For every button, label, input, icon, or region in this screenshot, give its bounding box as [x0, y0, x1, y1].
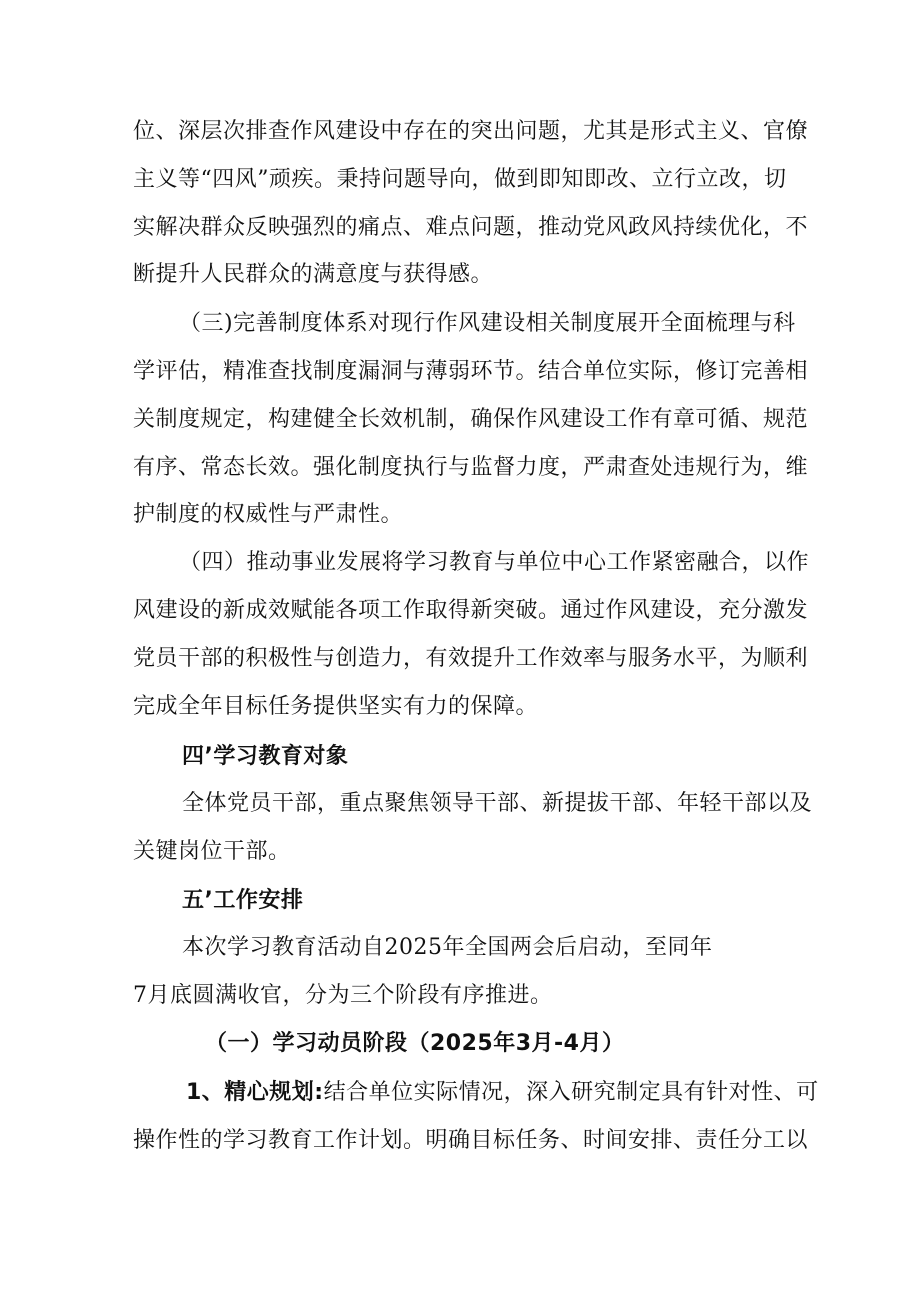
body-text-line: 断提升人民群众的满意度与获得感。	[133, 262, 494, 287]
body-text-line: 关制度规定，构建健全长效机制，确保作风建设工作有章可循、规范	[133, 407, 809, 432]
body-text-line: 完成全年目标任务提供坚实有力的保障。	[133, 694, 539, 719]
heading-work-arrangement: 五’工作安排	[182, 888, 304, 913]
subheading-mobilization-phase: （一）学习动员阶段（2025年3月-4月）	[205, 1031, 625, 1056]
section-3-paragraph-start: （三)完善制度体系对现行作风建设相关制度展开全面梳理与科	[179, 311, 796, 336]
body-text-line: 学评估，精准查找制度漏洞与薄弱环节。结合单位实际，修订完善相	[133, 359, 809, 384]
body-text-line: 风建设的新成效赋能各项工作取得新突破。通过作风建设，充分激发	[133, 598, 809, 623]
section-4-paragraph-start: （四）推动事业发展将学习教育与单位中心工作紧密融合，以作	[179, 550, 810, 575]
item-1-text: 结合单位实际情况，深入研究制定具有针对性、可	[323, 1080, 819, 1105]
heading-study-targets: 四’学习教育对象	[182, 744, 349, 769]
body-text-line: 全体党员干部，重点聚焦领导干部、新提拔干部、年轻干部以及	[182, 791, 813, 816]
body-text-line: 关键岗位干部。	[133, 839, 291, 864]
body-text-line: 党员干部的积极性与创造力，有效提升工作效率与服务水平，为顺利	[133, 646, 809, 671]
body-text-line: 7月底圆满收官，分为三个阶段有序推进。	[133, 983, 553, 1008]
body-text-line: 位、深层次排查作风建设中存在的突出问题，尤其是形式主义、官僚	[133, 119, 809, 144]
body-text-line: 主义等“四风”顽疾。秉持问题导向，做到即知即改、立行立改，切	[133, 167, 787, 192]
body-text-line: 操作性的学习教育工作计划。明确目标任务、时间安排、责任分工以	[133, 1128, 809, 1153]
body-text-line: 本次学习教育活动自2025年全国两会后启动，至同年	[182, 935, 713, 960]
body-text-line: 实解决群众反映强烈的痛点、难点问题，推动党风政风持续优化，不	[133, 215, 809, 240]
body-text-line: 有序、常态长效。强化制度执行与监督力度，严肃查处违规行为，维	[133, 455, 809, 480]
item-1-label: 1、精心规划:	[186, 1080, 324, 1105]
body-text-line: 护制度的权威性与严肃性。	[133, 502, 404, 527]
item-1-line	[186, 1079, 866, 1107]
